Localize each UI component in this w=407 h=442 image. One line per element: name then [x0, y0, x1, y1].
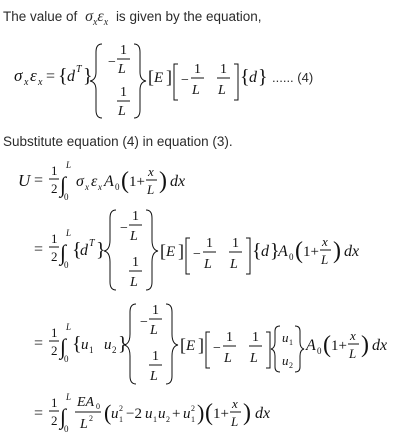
- svg-text:T: T: [76, 64, 82, 75]
- svg-text:L: L: [150, 323, 158, 338]
- svg-text:]: ]: [166, 67, 172, 87]
- svg-text:{: {: [72, 239, 82, 261]
- svg-text:u: u: [183, 406, 191, 422]
- svg-text:1: 1: [206, 236, 213, 251]
- svg-text:−: −: [181, 73, 189, 88]
- svg-text:L: L: [204, 257, 212, 272]
- svg-text:1: 1: [289, 338, 293, 347]
- svg-text:−: −: [213, 341, 221, 356]
- svg-text:∫: ∫: [60, 172, 67, 197]
- svg-text:2: 2: [51, 413, 58, 428]
- svg-text:d: d: [249, 69, 257, 86]
- svg-text:x: x: [85, 182, 89, 192]
- svg-text:d: d: [80, 242, 88, 259]
- svg-text:1: 1: [51, 395, 58, 410]
- svg-text:1: 1: [226, 330, 233, 345]
- svg-text:{: {: [72, 333, 82, 355]
- svg-text:): ): [159, 168, 167, 194]
- svg-text:=: =: [46, 68, 56, 85]
- svg-text:L: L: [230, 257, 238, 272]
- equation-step-3: [0, 388, 407, 440]
- svg-text:x: x: [232, 396, 238, 411]
- svg-text:L: L: [66, 392, 72, 402]
- svg-text:x: x: [148, 164, 154, 179]
- svg-text:L: L: [321, 252, 329, 267]
- svg-text:(: (: [205, 400, 213, 426]
- svg-text:1: 1: [132, 255, 139, 270]
- svg-text:dx: dx: [372, 337, 388, 354]
- svg-text:0: 0: [64, 260, 69, 270]
- svg-text:ε: ε: [30, 66, 37, 85]
- svg-text:E: E: [154, 70, 164, 86]
- svg-text:=: =: [34, 335, 44, 352]
- svg-text:1: 1: [153, 415, 157, 424]
- svg-text:A: A: [278, 243, 288, 260]
- svg-text:σ: σ: [14, 66, 23, 85]
- svg-text:1+: 1+: [303, 244, 319, 260]
- svg-text:]: ]: [198, 335, 204, 355]
- svg-text:u: u: [158, 406, 166, 422]
- svg-text:1: 1: [252, 330, 259, 345]
- svg-text:∫: ∫: [60, 404, 67, 429]
- svg-text:(: (: [104, 400, 112, 425]
- svg-text:A: A: [104, 173, 114, 190]
- svg-text:0: 0: [317, 346, 322, 356]
- svg-text:1: 1: [220, 62, 227, 77]
- svg-text:−: −: [193, 247, 201, 262]
- svg-text:ε: ε: [91, 173, 98, 190]
- svg-text:x: x: [98, 182, 102, 192]
- svg-text:L: L: [224, 351, 232, 366]
- svg-text:dx: dx: [255, 405, 271, 422]
- svg-text:(: (: [121, 168, 129, 194]
- svg-text:u: u: [282, 330, 289, 345]
- svg-text:2: 2: [51, 343, 58, 358]
- svg-text:1: 1: [51, 231, 58, 246]
- svg-text:1: 1: [120, 85, 127, 100]
- svg-text:+: +: [172, 406, 181, 422]
- svg-text:}: }: [118, 333, 128, 355]
- svg-text:u: u: [145, 406, 153, 422]
- svg-text:L: L: [66, 160, 72, 170]
- svg-text:x: x: [322, 234, 328, 249]
- svg-text:2: 2: [51, 249, 58, 264]
- equation-4-tag: ...... (4): [272, 70, 314, 85]
- svg-text:−: −: [140, 315, 148, 330]
- svg-text:[: [: [160, 241, 166, 261]
- svg-text:E: E: [166, 244, 176, 260]
- svg-text:E: E: [186, 338, 196, 354]
- svg-text:L: L: [349, 346, 357, 361]
- svg-text:): ): [333, 238, 341, 264]
- svg-text:(: (: [323, 332, 331, 358]
- svg-text:L: L: [66, 322, 72, 332]
- svg-text:1: 1: [152, 303, 159, 318]
- svg-text:]: ]: [178, 241, 184, 261]
- svg-text:2: 2: [166, 415, 170, 424]
- svg-text:∫: ∫: [60, 334, 67, 359]
- svg-text:1: 1: [120, 43, 127, 58]
- svg-text:0: 0: [64, 354, 69, 364]
- svg-text:1: 1: [51, 163, 58, 178]
- svg-text:L: L: [250, 351, 258, 366]
- svg-text:L: L: [130, 275, 138, 290]
- substitute-sentence: Substitute equation (4) in equation (3).: [3, 134, 233, 149]
- svg-text:u: u: [81, 337, 89, 353]
- svg-text:=: =: [34, 405, 44, 422]
- svg-text:0: 0: [64, 192, 69, 202]
- equation-u: [0, 156, 407, 206]
- svg-text:=: =: [34, 172, 44, 189]
- svg-text:1: 1: [191, 415, 195, 424]
- svg-text:0: 0: [96, 402, 100, 411]
- svg-text:dx: dx: [344, 243, 360, 260]
- svg-text:L: L: [231, 414, 239, 429]
- intro-prefix: The value of: [3, 9, 78, 24]
- svg-text:1+: 1+: [129, 174, 145, 190]
- svg-text:1: 1: [194, 62, 201, 77]
- svg-text:): ): [361, 332, 369, 358]
- svg-text:L: L: [130, 229, 138, 244]
- svg-text:2: 2: [89, 414, 93, 423]
- svg-text:L: L: [80, 417, 88, 432]
- intro-sentence: [3, 8, 262, 28]
- svg-text:L: L: [147, 182, 155, 197]
- svg-text:2: 2: [112, 345, 117, 355]
- svg-text:): ): [243, 400, 251, 426]
- svg-text:u: u: [282, 353, 289, 368]
- svg-text:A: A: [306, 337, 316, 354]
- svg-text:dx: dx: [170, 173, 186, 190]
- svg-text:EA: EA: [77, 395, 95, 410]
- equation-step-1: [0, 200, 407, 296]
- svg-text:=: =: [34, 241, 44, 258]
- svg-text:σ: σ: [76, 173, 84, 190]
- svg-text:}: }: [83, 65, 93, 87]
- svg-text:0: 0: [289, 252, 294, 262]
- svg-text:{: {: [252, 240, 262, 262]
- svg-text:x: x: [24, 77, 29, 88]
- svg-text:1: 1: [89, 345, 94, 355]
- svg-text:L: L: [118, 62, 126, 77]
- svg-text:{: {: [58, 65, 68, 87]
- svg-text:−: −: [108, 55, 116, 70]
- svg-text:): ): [197, 400, 205, 425]
- svg-text:x: x: [38, 77, 43, 88]
- svg-text:}: }: [96, 239, 106, 261]
- svg-text:2: 2: [51, 181, 58, 196]
- svg-text:L: L: [66, 228, 72, 238]
- svg-text:1: 1: [232, 236, 239, 251]
- svg-text:0: 0: [64, 424, 69, 434]
- svg-text:}: }: [258, 66, 268, 88]
- svg-text:1: 1: [119, 415, 123, 424]
- svg-text:1+: 1+: [331, 338, 347, 354]
- svg-text:[: [: [180, 335, 186, 355]
- svg-text:−2: −2: [126, 406, 142, 422]
- sigma-epsilon-symbol: $\sigma_x\varepsilon_x$: [85, 8, 109, 29]
- svg-text:L: L: [118, 104, 126, 119]
- svg-text:2: 2: [119, 404, 123, 413]
- equation-4: [0, 36, 407, 126]
- svg-text:L: L: [150, 369, 158, 384]
- svg-text:1+: 1+: [213, 406, 229, 422]
- svg-text:T: T: [89, 238, 95, 249]
- svg-text:d: d: [67, 68, 75, 85]
- svg-text:x: x: [350, 328, 356, 343]
- svg-text:{: {: [240, 66, 250, 88]
- equation-step-2: [0, 294, 407, 390]
- svg-text:[: [: [148, 67, 154, 87]
- svg-text:2: 2: [191, 404, 195, 413]
- svg-text:L: L: [192, 83, 200, 98]
- svg-text:d: d: [261, 243, 269, 260]
- svg-text:u: u: [104, 337, 112, 353]
- svg-text:u: u: [111, 406, 119, 422]
- svg-text:L: L: [218, 83, 226, 98]
- svg-text:1: 1: [152, 349, 159, 364]
- intro-suffix: is given by the equation,: [115, 9, 262, 24]
- svg-text:0: 0: [115, 182, 120, 192]
- svg-text:∫: ∫: [60, 240, 67, 265]
- svg-text:}: }: [270, 240, 280, 262]
- svg-text:2: 2: [289, 361, 293, 370]
- svg-text:1: 1: [132, 209, 139, 224]
- svg-text:U: U: [18, 171, 31, 190]
- svg-text:1: 1: [51, 325, 58, 340]
- svg-text:(: (: [295, 238, 303, 264]
- svg-text:−: −: [120, 221, 128, 236]
